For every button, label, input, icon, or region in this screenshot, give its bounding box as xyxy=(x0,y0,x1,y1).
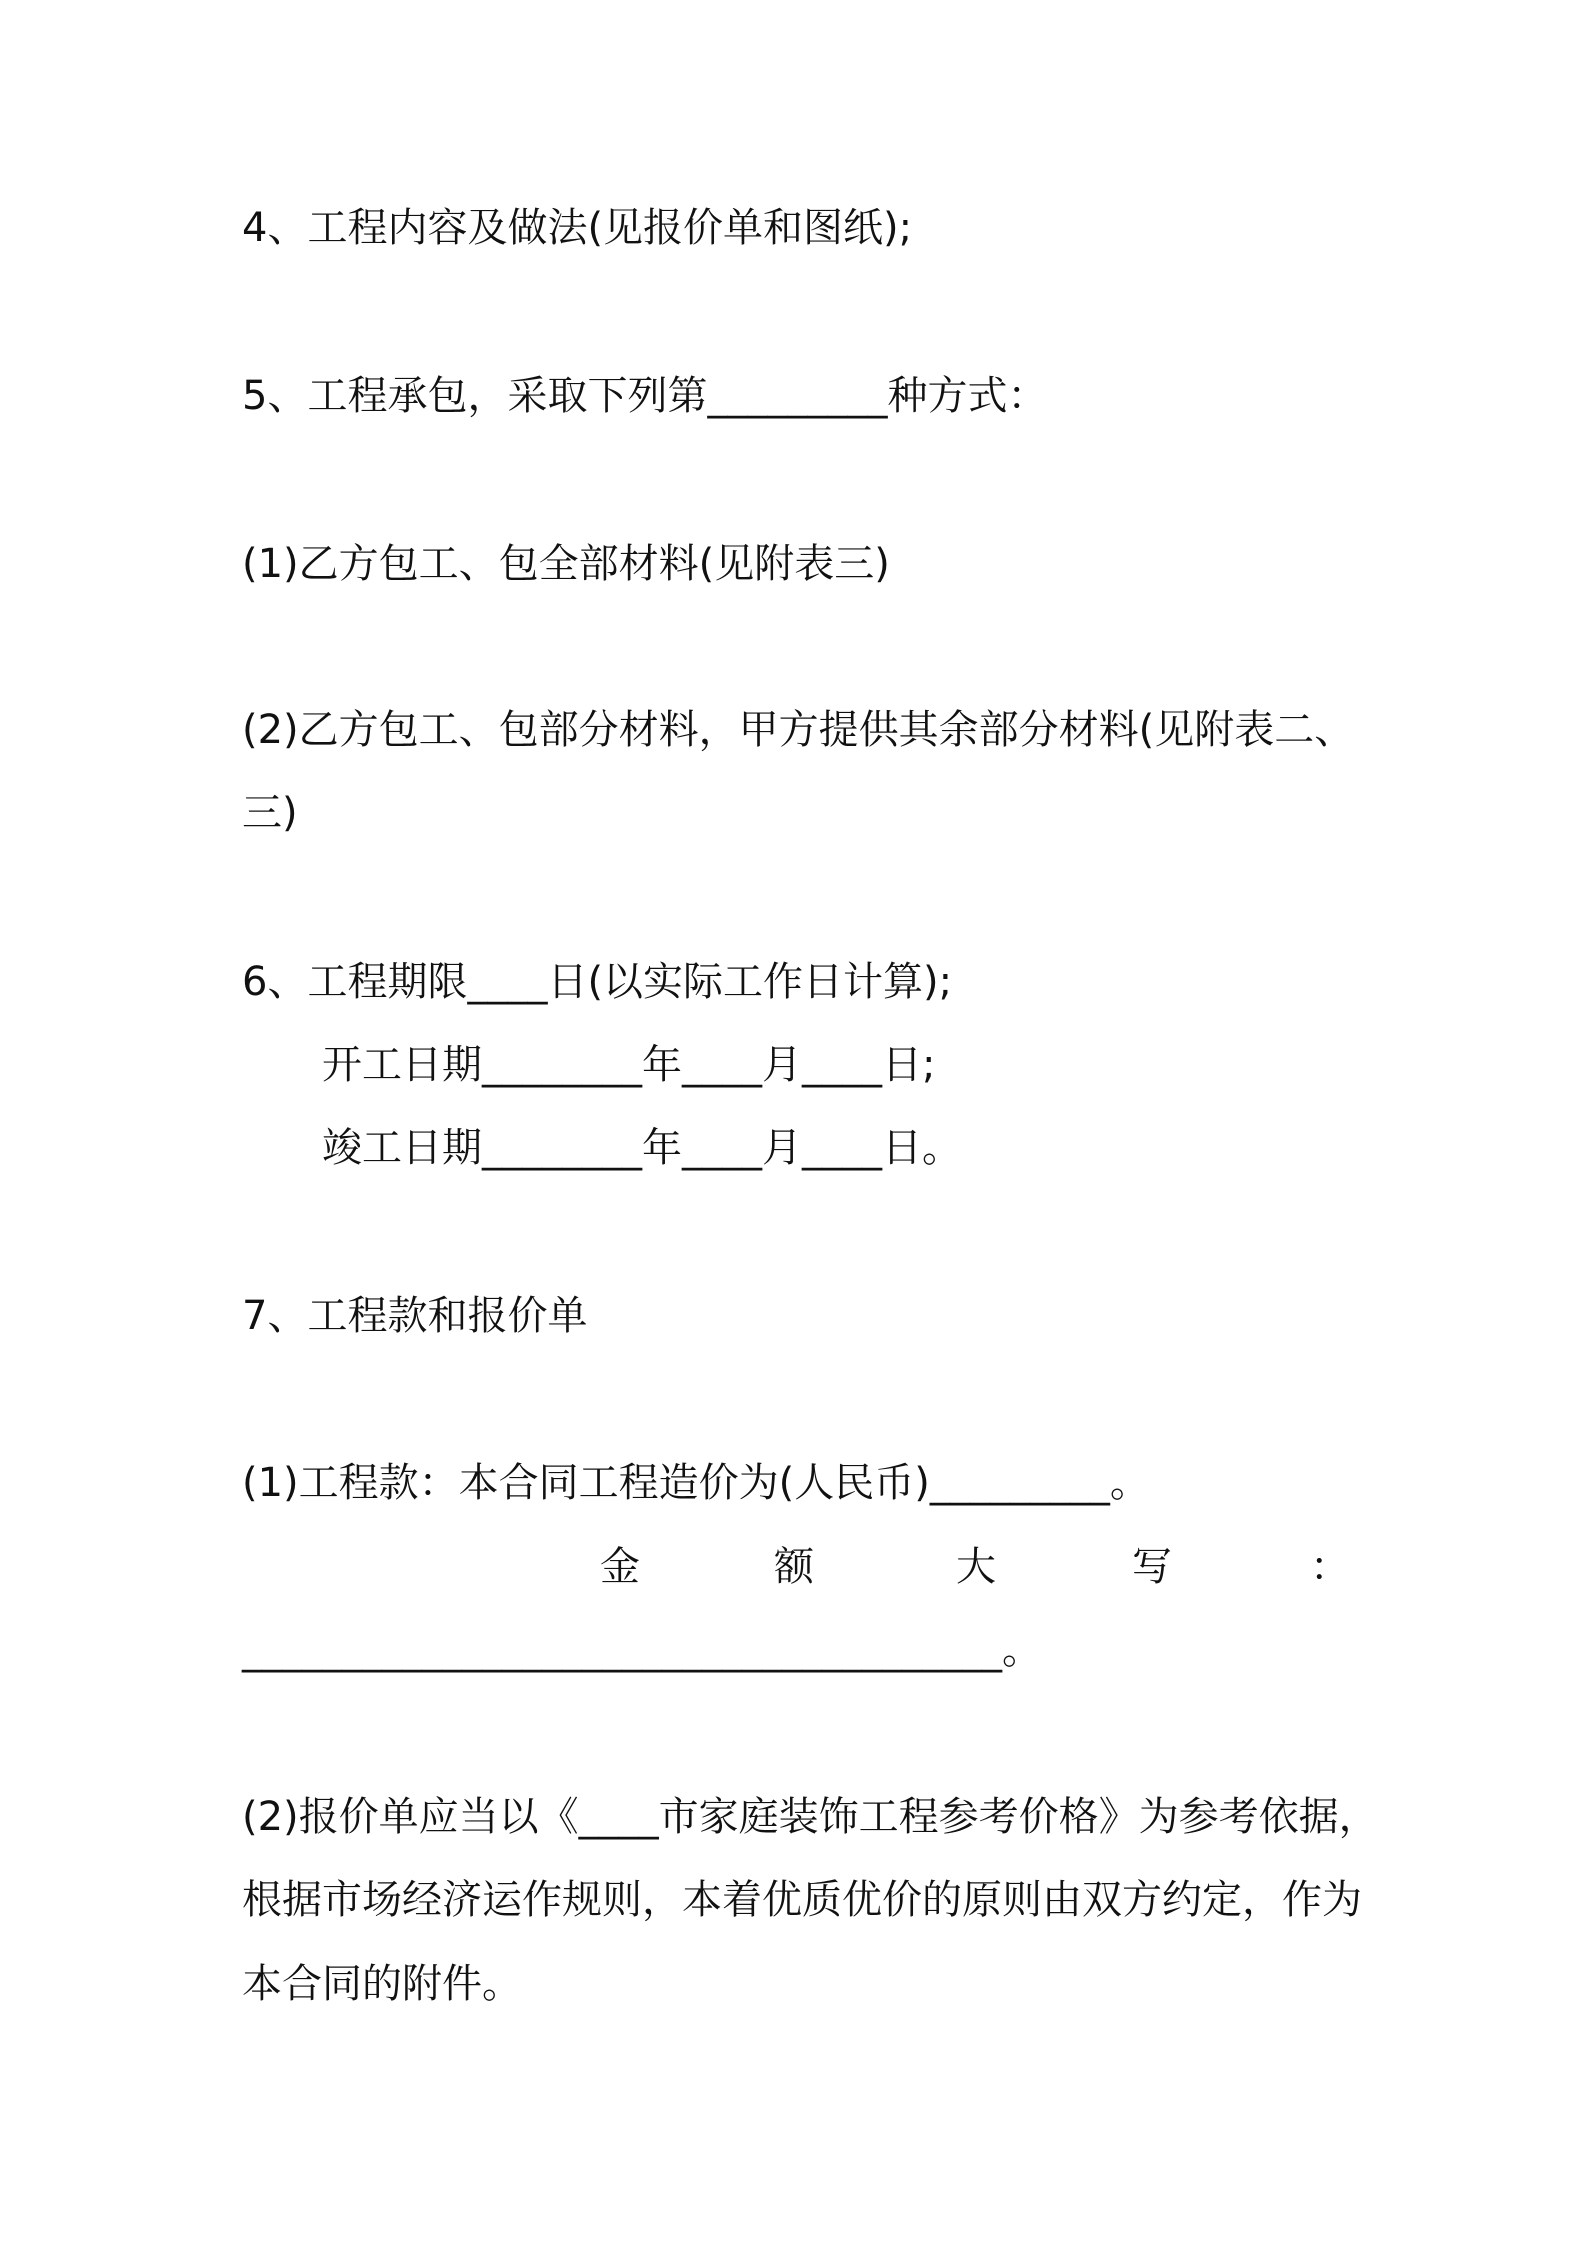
clause-5: 5、工程承包，采取下列第_________种方式： xyxy=(242,373,1048,419)
clause-7-2-line-1: (2)报价单应当以《____市家庭装饰工程参考价格》为参考依据， xyxy=(242,1794,1379,1840)
clause-6-end-date: 竣工日期________年____月____日。 xyxy=(322,1125,962,1171)
clause-7-1: (1)工程款：本合同工程造价为(人民币)_________。 xyxy=(242,1460,1150,1506)
clause-6: 6、工程期限____日(以实际工作日计算); xyxy=(242,959,953,1005)
amount-char-5: ： xyxy=(1310,1544,1350,1590)
clause-5-option-2-line-1: (2)乙方包工、包部分材料，甲方提供其余部分材料(见附表二、 xyxy=(242,707,1355,753)
amount-char-1: 金 xyxy=(600,1544,640,1590)
clause-4: 4、工程内容及做法(见报价单和图纸); xyxy=(242,205,913,251)
clause-7-2-line-3: 本合同的附件。 xyxy=(242,1961,522,2007)
clause-7: 7、工程款和报价单 xyxy=(242,1293,588,1339)
clause-7-2-line-2: 根据市场经济运作规则，本着优质优价的原则由双方约定，作为 xyxy=(242,1877,1362,1923)
clause-5-option-1: (1)乙方包工、包全部材料(见附表三) xyxy=(242,541,890,587)
clause-5-option-2-line-2: 三) xyxy=(242,790,298,836)
amount-char-2: 额 xyxy=(774,1544,814,1590)
amount-in-words-label xyxy=(242,1543,1350,1591)
amount-char-4: 写 xyxy=(1132,1544,1172,1590)
clause-6-start-date: 开工日期________年____月____日; xyxy=(322,1042,936,1088)
amount-char-3: 大 xyxy=(956,1544,996,1590)
amount-in-words-blank: ______________________________________。 xyxy=(242,1627,1042,1673)
